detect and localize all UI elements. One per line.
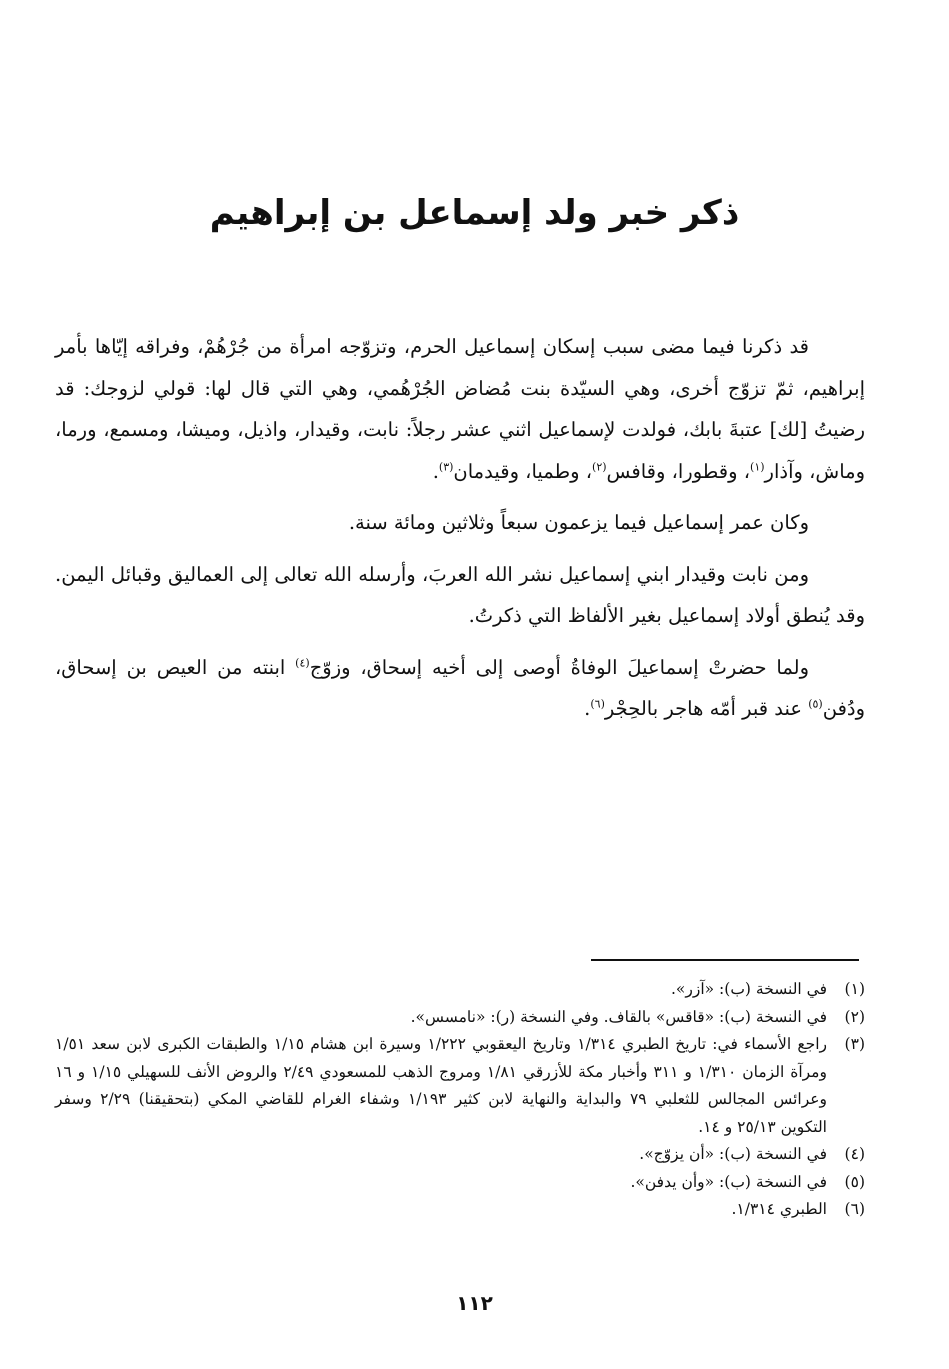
footnote-number: (٥) bbox=[844, 1172, 865, 1191]
chapter-title: ذكر خبر ولد إسماعل بن إبراهيم bbox=[209, 193, 740, 233]
footnote-text: في النسخة (ب): «أن يزوّج». bbox=[639, 1145, 827, 1163]
footnote-divider bbox=[591, 959, 859, 961]
footnote-number: (٢) bbox=[844, 1007, 865, 1026]
paragraph-4-text-b: ابنته من العيص بن إسحاق، ودُفن bbox=[55, 655, 865, 720]
paragraph-4-text-a: ولما حضرتْ إسماعيلَ الوفاةُ أوصى إلى أخيه إسحاق، وزوّج bbox=[309, 655, 809, 679]
footnote-number: (٦) bbox=[844, 1200, 865, 1218]
footnote-item bbox=[55, 1031, 865, 1141]
footnote-ref-4: (٤) bbox=[295, 656, 310, 669]
footnote-ref-6: (٦) bbox=[590, 697, 605, 711]
footnote-item bbox=[55, 1169, 865, 1197]
paragraph-4-text-d: . bbox=[584, 697, 591, 720]
page-number: ١١٢ bbox=[456, 1291, 493, 1315]
footnote-item bbox=[55, 1141, 865, 1169]
paragraph-4 bbox=[55, 647, 865, 730]
footnote-item bbox=[55, 1004, 865, 1032]
footnote-ref-1: (١) bbox=[750, 460, 765, 473]
footnote-text: في النسخة (ب): «آزر». bbox=[670, 980, 827, 998]
paragraph-4-text-c: عند قبر أمّه هاجر بالحِجْر bbox=[604, 697, 809, 720]
paragraph-2: وكان عمر إسماعيل فيما يزعمون سبعاً وثلاثين ومائة سنة. bbox=[348, 511, 809, 534]
footnote-number: (٣) bbox=[844, 1035, 865, 1053]
paragraph-1-text-b: ، وقطورا، وقافس bbox=[606, 459, 751, 483]
paragraph-1 bbox=[55, 326, 865, 492]
footnote-text: في النسخة (ب): «قاقس» بالقاف. وفي النسخة (ر): «نامسس». bbox=[410, 1007, 827, 1026]
footnote-item bbox=[55, 976, 865, 1004]
footnote-item bbox=[55, 1196, 865, 1224]
footnotes-list bbox=[55, 976, 865, 1224]
paragraph-1-text-a: قد ذكرنا فيما مضى سبب إسكان إسماعيل الحرم، وتزوّجه امرأة من جُرْهُمْ، وفراقه إيّاها بأمر إبراهيم، ثمّ تزوّج أخرى، وهي السيّدة بنت مُضاض الجُرْهُمي، وهي التي قال لها: قولي لزوجك: قد رضيتُ [لك] عتبةَ بابك، فولدت لإسماعيل اثني عشر رجلاً: نابت، وقيدار، واذيل، وميشا، ومسمع، ورما، وماش، وآذار bbox=[55, 335, 865, 483]
footnote-number: (١) bbox=[844, 980, 865, 998]
paragraph-3: ومن نابت وقيدار ابني إسماعيل نشر الله العربَ، وأرسله الله تعالى إلى العماليق وقبائل اليمن. وقد يُنطق أولاد إسماعيل بغير الألفاظ التي ذكرتُ. bbox=[55, 562, 865, 627]
footnote-text: في النسخة (ب): «وأن يدفن». bbox=[630, 1172, 827, 1191]
footnote-ref-2: (٢) bbox=[592, 460, 607, 473]
footnote-ref-5: (٥) bbox=[808, 697, 823, 711]
footnote-text: راجع الأسماء في: تاريخ الطبري ١/٣١٤ وتاريخ اليعقوبي ١/٢٢٢ وسيرة ابن هشام ١/١٥ والطبقات الكبرى لابن سعد ١/٥١ ومرآة الزمان ١/٣١٠ و ٣١١ وأخبار مكة للأزرقي ١/٨١ ومروج الذهب للمسعودي ٢/٤٩ والروض الأنف للسهيلي ١/١٥ و ١٦ وعرائس المجالس للثعلبي ٧٩ والبداية والنهاية لابن كثير ١/١٩٣ وشفاء الغرام للقاضي المكي (بتحقيقنا) ٢/٢٩ وسفر التكوين ٢٥/١٣ و ١٤. bbox=[55, 1035, 828, 1136]
paragraph-1-text-c: ، وطميا، وقيدمان bbox=[453, 459, 593, 483]
paragraph-1-text-d: . bbox=[432, 459, 439, 483]
footnote-ref-3: (٣) bbox=[438, 460, 454, 473]
footnote-text: الطبري ١/٣١٤. bbox=[731, 1200, 827, 1218]
footnote-number: (٤) bbox=[844, 1145, 865, 1163]
main-text bbox=[55, 326, 865, 740]
